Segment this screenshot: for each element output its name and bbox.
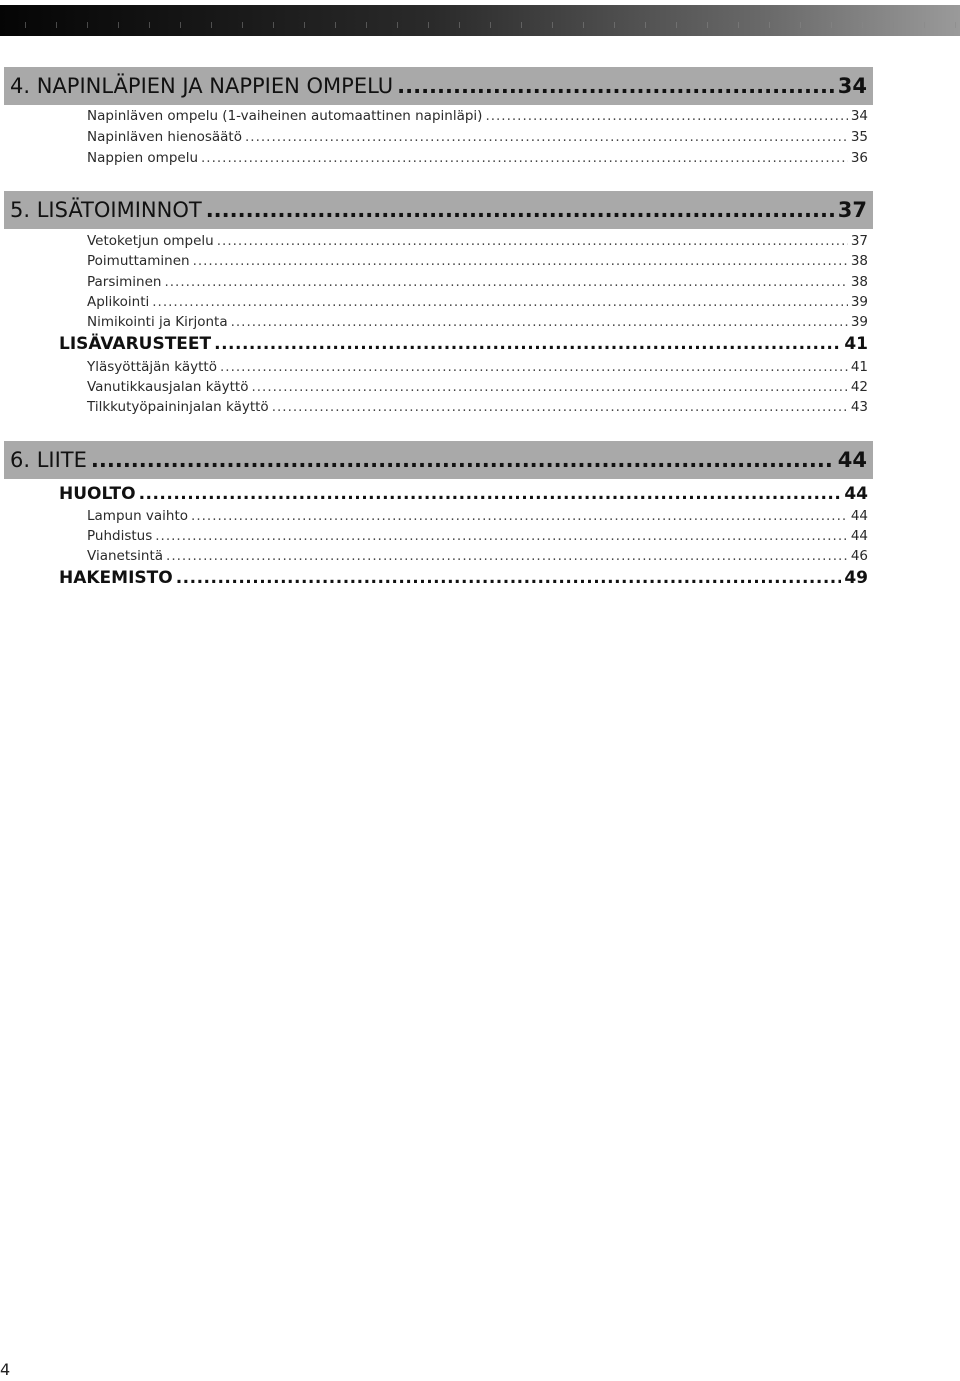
toc-entry-page: 38 xyxy=(850,274,868,290)
toc-section-page: 49 xyxy=(844,568,868,588)
toc-leader-dots xyxy=(193,253,848,269)
toc-entry-page: 39 xyxy=(850,294,868,310)
toc-section-hakemisto[interactable] xyxy=(59,568,868,590)
toc-leader-dots xyxy=(164,274,847,290)
toc-entry[interactable] xyxy=(87,399,868,419)
toc-leader-dots xyxy=(272,399,848,415)
toc-leader-dots xyxy=(485,108,847,124)
toc-section-lisavarusteet[interactable] xyxy=(59,334,868,356)
toc-chapter-title: 4. NAPINLÄPIEN JA NAPPIEN OMPELU xyxy=(10,74,394,98)
toc-chapter-title: 6. LIITE xyxy=(10,448,87,472)
toc-entry-page: 44 xyxy=(850,508,868,524)
toc-leader-dots xyxy=(155,528,848,544)
toc-leader-dots xyxy=(152,294,848,310)
toc-entry[interactable] xyxy=(87,508,868,528)
toc-leader-dots xyxy=(245,129,848,145)
toc-entry[interactable] xyxy=(87,150,868,170)
toc-leader-dots xyxy=(139,484,842,504)
toc-chapter-page: 34 xyxy=(837,74,867,98)
toc-entry[interactable] xyxy=(87,129,868,149)
toc-entry[interactable] xyxy=(87,294,868,314)
toc-section-title: LISÄVARUSTEET xyxy=(59,334,212,354)
toc-entry-page: 43 xyxy=(850,399,868,415)
toc-leader-dots xyxy=(201,150,848,166)
toc-entry[interactable] xyxy=(87,233,868,253)
toc-leader-dots xyxy=(176,568,842,588)
toc-entry[interactable] xyxy=(87,108,868,128)
toc-leader-dots xyxy=(217,233,848,249)
toc-chapter-title: 5. LISÄTOIMINNOT xyxy=(10,198,202,222)
toc-section-huolto[interactable] xyxy=(59,484,868,506)
toc-entry[interactable] xyxy=(87,359,868,379)
toc-entry-title: Nappien ompelu xyxy=(87,150,199,166)
toc-leader-dots xyxy=(251,379,847,395)
toc-entry-page: 34 xyxy=(850,108,868,124)
toc-leader-dots xyxy=(220,359,848,375)
toc-leader-dots xyxy=(214,334,841,354)
toc-leader-dots xyxy=(91,448,834,472)
toc-leader-dots xyxy=(231,314,848,330)
header-bar-ticks xyxy=(25,22,960,28)
toc-leader-dots xyxy=(166,548,848,564)
toc-entry-title: Tilkkutyöpaininjalan käyttö xyxy=(87,399,269,415)
toc-entry[interactable] xyxy=(87,528,868,548)
toc-entry-page: 41 xyxy=(850,359,868,375)
toc-entry-page: 39 xyxy=(850,314,868,330)
toc-leader-dots xyxy=(206,198,834,222)
toc-entry-title: Yläsyöttäjän käyttö xyxy=(87,359,217,375)
toc-entry[interactable] xyxy=(87,274,868,294)
toc-entry[interactable] xyxy=(87,314,868,334)
toc-entry[interactable] xyxy=(87,379,868,399)
toc-entry-title: Napinläven ompelu (1-vaiheinen automaattinen napinläpi) xyxy=(87,108,483,124)
toc-entry-title: Napinläven hienosäätö xyxy=(87,129,242,145)
toc-entry[interactable] xyxy=(87,253,868,273)
toc-entry-title: Puhdistus xyxy=(87,528,153,544)
toc-entry-title: Parsiminen xyxy=(87,274,162,290)
toc-entry-title: Nimikointi ja Kirjonta xyxy=(87,314,228,330)
toc-entry-page: 44 xyxy=(850,528,868,544)
toc-entry-page: 38 xyxy=(850,253,868,269)
toc-entry-page: 46 xyxy=(850,548,868,564)
toc-entry-title: Vetoketjun ompelu xyxy=(87,233,214,249)
toc-entry-page: 35 xyxy=(850,129,868,145)
toc-entry-page: 36 xyxy=(850,150,868,166)
toc-section-title: HUOLTO xyxy=(59,484,136,504)
toc-entry-title: Lampun vaihto xyxy=(87,508,189,524)
toc-entry-title: Poimuttaminen xyxy=(87,253,190,269)
toc-section-page: 41 xyxy=(844,334,868,354)
toc-chapter-5[interactable] xyxy=(4,191,873,229)
toc-entry-title: Vianetsintä xyxy=(87,548,164,564)
toc-chapter-page: 37 xyxy=(837,198,867,222)
header-bar xyxy=(0,5,960,36)
toc-section-page: 44 xyxy=(844,484,868,504)
toc-chapter-page: 44 xyxy=(837,448,867,472)
toc-chapter-6[interactable] xyxy=(4,441,873,479)
toc-section-title: HAKEMISTO xyxy=(59,568,173,588)
toc-entry-title: Vanutikkausjalan käyttö xyxy=(87,379,249,395)
toc-leader-dots xyxy=(191,508,848,524)
page-number: 4 xyxy=(0,1360,11,1379)
toc-chapter-4[interactable] xyxy=(4,67,873,105)
toc-entry-page: 37 xyxy=(850,233,868,249)
toc-entry[interactable] xyxy=(87,548,868,568)
toc-entry-page: 42 xyxy=(850,379,868,395)
toc-leader-dots xyxy=(397,74,834,98)
toc-entry-title: Aplikointi xyxy=(87,294,150,310)
